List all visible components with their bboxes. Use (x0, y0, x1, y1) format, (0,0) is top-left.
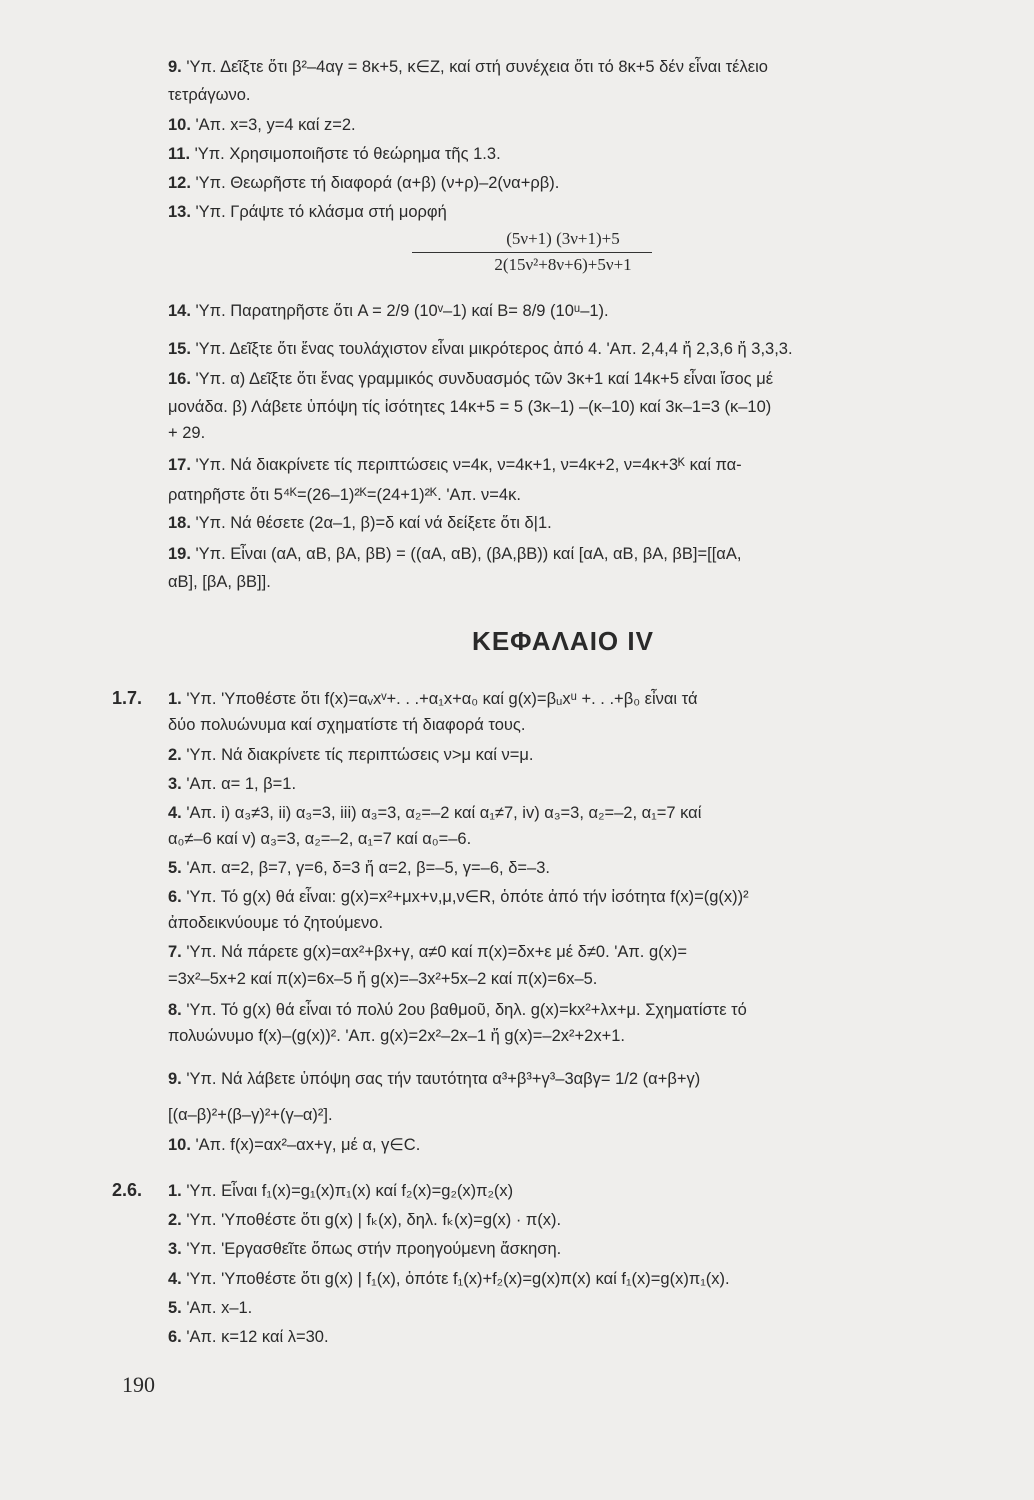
text-line: 3. 'Υπ. 'Εργασθεῖτε ὅπως στήν προηγούμενη ἄσκηση. (168, 1240, 562, 1258)
text-line: 10. 'Απ. x=3, y=4 καί z=2. (168, 116, 356, 134)
fraction-bar (412, 252, 652, 253)
text-line: 4. 'Υπ. 'Υποθέστε ὅτι g(x) | f₁(x), ὁπότε f₁(x)+f₂(x)=g(x)π(x) καί f₁(x)=g(x)π₁(x). (168, 1270, 730, 1288)
text-line: 9. 'Υπ. Δεῖξτε ὅτι β²–4αγ = 8κ+5, κ∈Z, καί στή συνέχεια ὅτι τό 8κ+5 δέν εἶναι τέλειο (168, 58, 768, 76)
text-line: α₀≠–6 καί v) α₃=3, α₂=–2, α₁=7 καί α₀=–6. (168, 830, 472, 848)
text-line: 6. 'Υπ. Τό g(x) θά εἶναι: g(x)=x²+μx+ν,μ,ν∈R, ὁπότε ἀπό τήν ἰσότητα f(x)=(g(x))² (168, 888, 749, 906)
text-line: αB], [βA, βB]]. (168, 573, 271, 591)
chapter-heading: ΚΕΦΑΛΑΙΟ IV (472, 626, 654, 656)
text-line: 8. 'Υπ. Τό g(x) θά εἶναι τό πολύ 2ου βαθμοῦ, δηλ. g(x)=kx²+λx+μ. Σχηματίστε τό (168, 1001, 747, 1019)
text-line: μονάδα. β) Λάβετε ὑπόψη τίς ἰσότητες 14κ+5 = 5 (3κ–1) –(κ–10) καί 3κ–1=3 (κ–10) (168, 398, 772, 416)
text-line: 4. 'Απ. i) α₃≠3, ii) α₃=3, iii) α₃=3, α₂=–2 καί α₁≠7, iv) α₃=3, α₂=–2, α₁=7 καί (168, 804, 702, 822)
text-line: τετράγωνο. (168, 86, 251, 104)
text-line: πολυώνυμο f(x)–(g(x))². 'Απ. g(x)=2x²–2x–1 ἤ g(x)=–2x²+2x+1. (168, 1027, 625, 1045)
text-line: 18. 'Υπ. Νά θέσετε (2α–1, β)=δ καί νά δείξετε ὅτι δ|1. (168, 514, 552, 532)
text-line: ἀποδεικνύουμε τό ζητούμενο. (168, 914, 384, 932)
text-line: 17. 'Υπ. Νά διακρίνετε τίς περιπτώσεις ν=4κ, ν=4κ+1, ν=4κ+2, ν=4κ+3ᴷ καί πα- (168, 456, 742, 474)
text-line: 5. 'Απ. x–1. (168, 1299, 253, 1317)
text-line: 9. 'Υπ. Νά λάβετε ὑπόψη σας τήν ταυτότητα α³+β³+γ³–3αβγ= 1/2 (α+β+γ) (168, 1070, 701, 1088)
text-line: =3x²–5x+2 καί π(x)=6x–5 ἤ g(x)=–3x²+5x–2 καί π(x)=6x–5. (168, 970, 598, 988)
text-line: 16. 'Υπ. α) Δεῖξτε ὅτι ἕνας γραμμικός συνδυασμός τῶν 3κ+1 καί 14κ+5 εἶναι ἴσος μέ (168, 370, 774, 388)
text-line: 2. 'Υπ. Νά διακρίνετε τίς περιπτώσεις ν>μ καί ν=μ. (168, 746, 534, 764)
text-line: 11. 'Υπ. Χρησιμοποιῆστε τό θεώρημα τῆς 1.3. (168, 145, 501, 163)
section-label: 2.6. (112, 1180, 143, 1200)
text-line: + 29. (168, 424, 206, 442)
text-line: 1. 'Υπ. Εἶναι f₁(x)=g₁(x)π₁(x) καί f₂(x)=g₂(x)π₂(x) (168, 1182, 514, 1200)
text-line: 19. 'Υπ. Εἶναι (αA, αB, βA, βB) = ((αA, αB), (βA,βB)) καί [αA, αB, βA, βB]=[[αA, (168, 545, 742, 563)
fraction-numerator: (5ν+1) (3ν+1)+5 (506, 229, 620, 248)
text-line: δύο πολυώνυμα καί σχηματίστε τή διαφορά τους. (168, 716, 526, 734)
text-line: 10. 'Απ. f(x)=αx²–αx+γ, μέ α, γ∈C. (168, 1136, 421, 1154)
text-line: 7. 'Υπ. Νά πάρετε g(x)=αx²+βx+γ, α≠0 καί π(x)=δx+ε μέ δ≠0. 'Απ. g(x)= (168, 943, 688, 961)
text-line: 2. 'Υπ. 'Υποθέστε ὅτι g(x) | fₖ(x), δηλ. fₖ(x)=g(x) · π(x). (168, 1211, 562, 1229)
fraction-denominator: 2(15ν²+8ν+6)+5ν+1 (494, 255, 632, 274)
page-number: 190 (122, 1372, 155, 1397)
text-line: 6. 'Απ. κ=12 καί λ=30. (168, 1328, 329, 1346)
text-line: 3. 'Απ. α= 1, β=1. (168, 775, 297, 793)
text-line: 1. 'Υπ. 'Υποθέστε ὅτι f(x)=αᵥxᵛ+. . .+α₁x+α₀ καί g(x)=βᵤxᵘ +. . .+β₀ εἶναι τά (168, 690, 698, 708)
text-line: ρατηρῆστε ὅτι 5⁴ᴷ=(26–1)²ᴷ=(24+1)²ᴷ. 'Απ. ν=4κ. (168, 486, 521, 504)
text-line: [(α–β)²+(β–γ)²+(γ–α)²]. (168, 1106, 333, 1124)
section-label: 1.7. (112, 688, 143, 708)
text-line: 14. 'Υπ. Παρατηρῆστε ὅτι A = 2/9 (10ᵛ–1) καί B= 8/9 (10ᵘ–1). (168, 302, 609, 320)
text-line: 5. 'Απ. α=2, β=7, γ=6, δ=3 ἤ α=2, β=–5, γ=–6, δ=–3. (168, 859, 550, 877)
text-line: 13. 'Υπ. Γράψτε τό κλάσμα στή μορφή (168, 203, 447, 221)
text-line: 12. 'Υπ. Θεωρῆστε τή διαφορά (α+β) (ν+ρ)–2(να+ρβ). (168, 174, 560, 192)
text-line: 15. 'Υπ. Δεῖξτε ὅτι ἕνας τουλάχιστον εἶναι μικρότερος ἀπό 4. 'Απ. 2,4,4 ἤ 2,3,6 ἤ 3,3,3. (168, 340, 793, 358)
